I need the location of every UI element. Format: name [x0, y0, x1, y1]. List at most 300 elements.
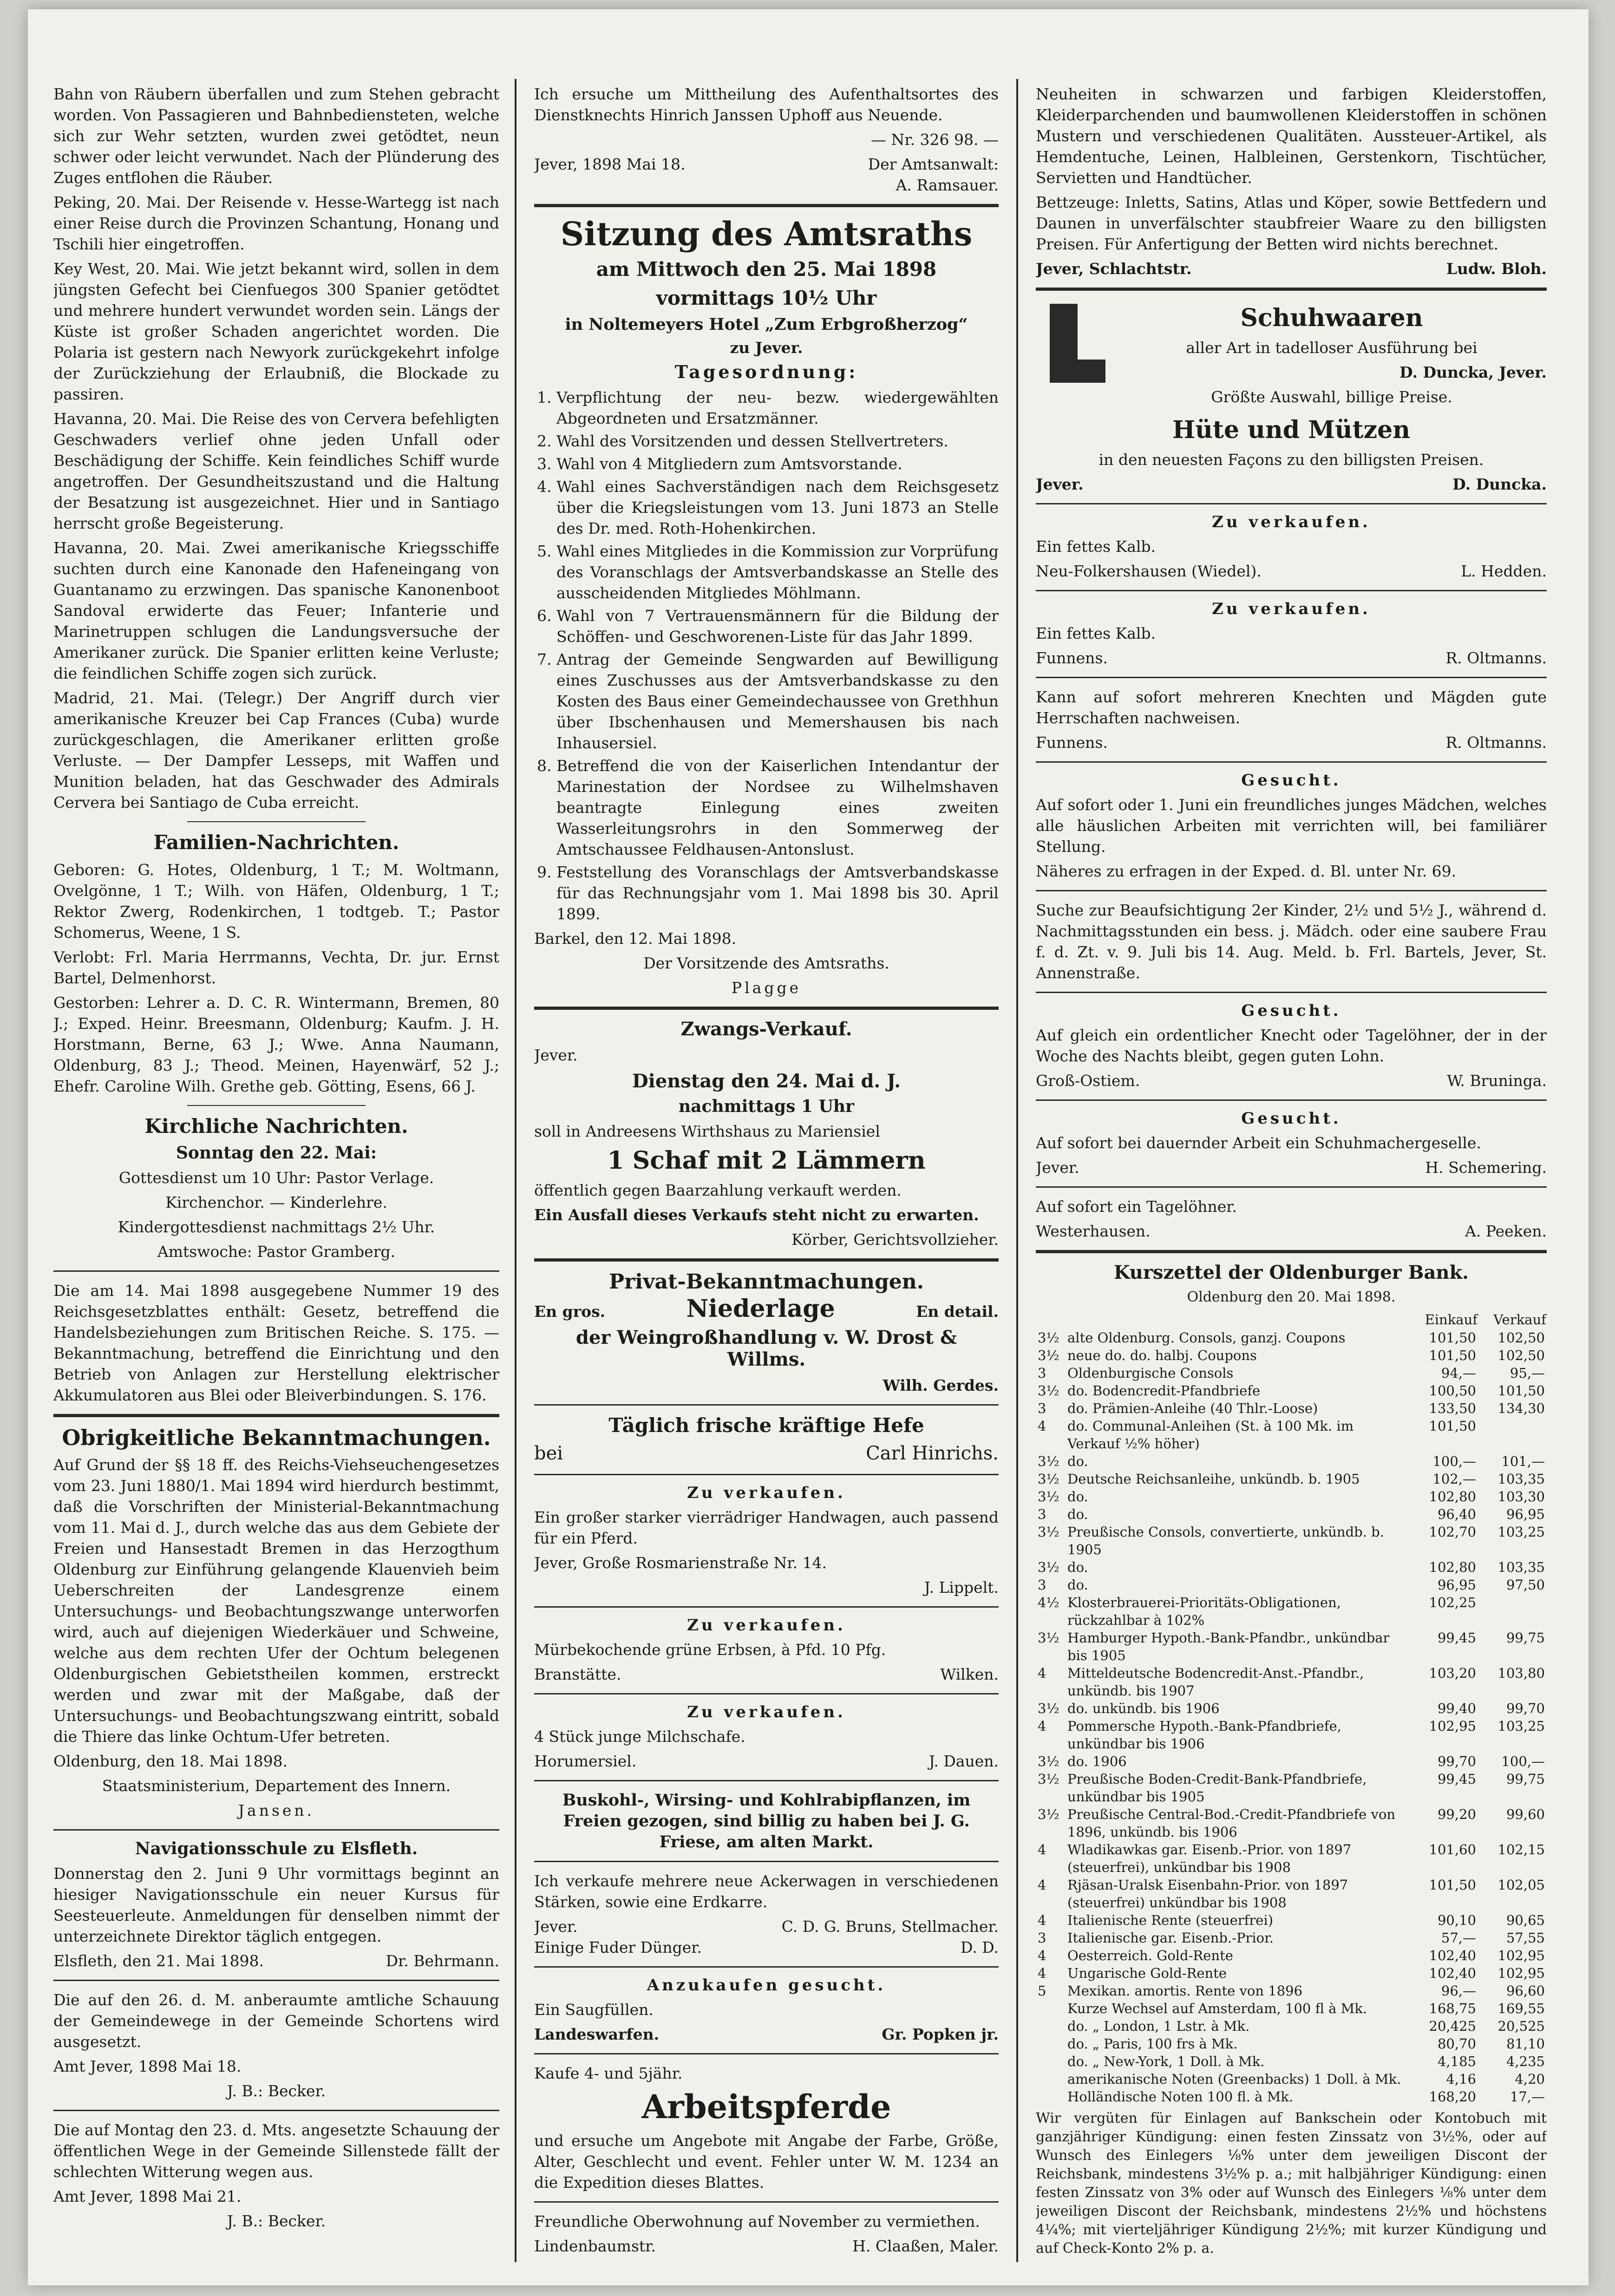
kurs-einkauf: 101,50	[1429, 1348, 1476, 1363]
acker-footer	[534, 1916, 999, 1937]
vk-sign: J. Dauen.	[928, 1752, 999, 1770]
kurs-row	[1036, 2035, 1547, 2053]
kurs-rate: 3	[1038, 1365, 1046, 1381]
column-rule	[1016, 79, 1018, 2262]
schuh-sub: Größte Auswahl, billige Preise.	[1211, 388, 1452, 406]
k-place: Neu-Folkershausen (Wiedel).	[1036, 562, 1262, 580]
en-detail: En detail.	[916, 1302, 999, 1321]
g-title: Gesucht.	[1241, 1109, 1341, 1128]
acker-place: Jever.	[534, 1917, 578, 1936]
kurs-row	[1036, 1841, 1547, 1876]
g-text: Auf sofort oder 1. Juni ein freundliches junges Mädchen, welches alle häuslichen Arbeiten mit verrichten will, bei familiärer Stellung.	[1036, 796, 1547, 856]
kurs-einkauf: 102,40	[1429, 1965, 1476, 1981]
g-footer	[1036, 1157, 1547, 1178]
kurs-desc: Kurze Wechsel auf Amsterdam, 100 fl à Mk.	[1067, 2001, 1367, 2016]
niederlage: Niederlage	[686, 1295, 835, 1323]
agenda-item: 3. Wahl von 4 Mitgliedern zum Amtsvorstande.	[556, 453, 999, 474]
kurs-verkauf: 99,60	[1506, 1806, 1545, 1822]
kurs-einkauf: 96,—	[1441, 1983, 1476, 1999]
kurs-row	[1036, 1664, 1547, 1700]
kurs-verkauf: 101,—	[1501, 1453, 1545, 1469]
kurs-rate: 3	[1038, 1400, 1046, 1416]
kurs-row	[1036, 1964, 1547, 1982]
divider	[534, 1474, 999, 1475]
kurs-einkauf: 99,70	[1437, 1753, 1476, 1769]
zwang-title: Zwangs-Verkauf.	[680, 1018, 852, 1040]
divider	[534, 1404, 999, 1406]
kurs-rate: 3½	[1038, 1383, 1059, 1399]
huete-footer	[1036, 474, 1547, 495]
kurs-desc: Holländische Noten 100 fl. à Mk.	[1067, 2089, 1294, 2105]
kurs-rate: 3½	[1038, 1453, 1059, 1469]
kurs-verkauf: 4,235	[1506, 2054, 1545, 2069]
kurs-rate: 3½	[1038, 1806, 1059, 1822]
divider	[1036, 1186, 1547, 1188]
kurs-desc: Oldenburgische Consols	[1067, 1365, 1234, 1381]
kurs-einkauf: 133,50	[1429, 1400, 1476, 1416]
schuh-ad	[1036, 299, 1547, 411]
kurs-row	[1036, 1982, 1547, 2000]
ober-footer	[534, 2236, 999, 2257]
news-item: Havanna, 20. Mai. Die Reise des von Cervera befehligten Geschwaders verlief ohne jeden Unfall oder Beschädigung der Schiffe. Kein feindliches Schiff wurde angetroffen. Der Gesundheitszustand und die Haltung der Besatzung ist ausgezeichnet. Hier und in Santiago herrscht große Begeisterung.	[53, 410, 499, 532]
sitzung-sign: Plagge	[731, 979, 802, 997]
column-right	[1036, 84, 1547, 2257]
kurs-desc: Mitteldeutsche Bodencredit-Anst.-Pfandbr., unkündb. bis 1907	[1067, 1665, 1364, 1699]
kurs-row	[1036, 1947, 1547, 1964]
kurs-row	[1036, 1452, 1547, 1470]
kurs-desc: do. 1906	[1067, 1753, 1127, 1769]
schau-sign: J. B.: Becker.	[227, 2082, 326, 2100]
kurs-verkauf: 102,50	[1497, 1330, 1545, 1346]
sitzung-sign: Der Vorsitzende des Amtsraths.	[643, 954, 889, 972]
schau-text: Die auf den 26. d. M. anberaumte amtliche Schauung der Gemeindewege in der Gemeinde Schortens wird ausgesetzt.	[53, 1991, 499, 2051]
kurs-rate: 3½	[1038, 1524, 1059, 1540]
kurs-verkauf: 99,75	[1506, 1771, 1545, 1787]
kurs-einkauf: 102,95	[1429, 1718, 1476, 1734]
bloh-place: Jever, Schlachtstr.	[1036, 260, 1192, 278]
kurs-row	[1036, 1717, 1547, 1753]
kurs-einkauf: 99,40	[1437, 1701, 1476, 1716]
kurs-einkauf: 101,60	[1429, 1842, 1476, 1858]
sitzung-time: vormittags 10½ Uhr	[656, 287, 877, 309]
kurs-verkauf: 103,35	[1497, 1559, 1545, 1575]
divider	[534, 1861, 999, 1862]
kurs-desc: do. „ Paris, 100 frs à Mk.	[1067, 2036, 1238, 2052]
kurs-row	[1036, 1753, 1547, 1770]
zwang-item: 1 Schaf mit 2 Lämmern	[607, 1146, 926, 1175]
g-title: Gesucht.	[1241, 1001, 1341, 1020]
kurs-verkauf: 103,25	[1497, 1718, 1545, 1734]
kurs-rate: 3½	[1038, 1489, 1059, 1505]
tage-text: Auf sofort ein Tagelöhner.	[1036, 1197, 1237, 1216]
g-title: Gesucht.	[1241, 771, 1341, 790]
kurs-verkauf: 97,50	[1506, 1577, 1545, 1593]
agenda-item: 6. Wahl von 7 Vertrauensmännern für die Bildung der Schöffen- und Geschworenen-Liste für das Jahr 1899.	[556, 605, 999, 647]
vk-place: Horumersiel.	[534, 1752, 637, 1770]
kurs-row	[1036, 2070, 1547, 2088]
arbeit-title: Arbeitspferde	[641, 2087, 891, 2126]
kurs-rate	[1036, 2088, 1066, 2106]
kurs-desc: Italienische gar. Eisenb.-Prior.	[1067, 1930, 1274, 1946]
kurs-verkauf: 17,—	[1510, 2089, 1545, 2105]
kurs-rate: 4	[1038, 1948, 1046, 1963]
kurs-row	[1036, 1400, 1547, 1417]
kurs-rate: 4	[1038, 1418, 1046, 1434]
kurs-header-row	[1036, 1310, 1547, 1329]
kurs-rate	[1036, 2000, 1066, 2017]
kurs-einkauf: 99,20	[1437, 1806, 1476, 1822]
k-footer	[1036, 648, 1547, 668]
kurs-einkauf: 99,45	[1437, 1630, 1476, 1646]
vk-sign: J. Lippelt.	[924, 1578, 999, 1596]
kurs-einkauf: 100,50	[1429, 1383, 1476, 1399]
family-entry: Gestorben: Lehrer a. D. C. R. Wintermann, Bremen, 80 J.; Exped. Heinr. Breesmann, Oldenburg; Kaufm. J. H. Horstmann, Berne, 63 J.; Wwe. Anna Naumann, Oldenburg, 83 J.; Theod. Meinen, Hayenwärf, 52 J.; Ehefr. Caroline Wilh. Grethe geb. Götting, Esens, 66 J.	[53, 994, 499, 1095]
kurs-einkauf: 102,70	[1429, 1524, 1476, 1540]
navi-place: Elsfleth, den 21. Mai 1898.	[53, 1952, 264, 1970]
section-title-kirchlich: Kirchliche Nachrichten.	[144, 1115, 408, 1138]
kurs-head-verkauf: Verkauf	[1493, 1312, 1546, 1328]
kurs-einkauf: 57,—	[1441, 1930, 1476, 1946]
vk-title: Zu verkaufen.	[687, 1703, 846, 1721]
agenda-item: 9. Feststellung des Voranschlags der Amtsverbandskasse für das Rechnungsjahr vom 1. Mai 1898 bis 30. April 1899.	[556, 862, 999, 924]
kurs-row	[1036, 1505, 1547, 1523]
kirchlich-subtitle: Sonntag den 22. Mai:	[176, 1143, 377, 1163]
kurs-row	[1036, 1329, 1547, 1347]
kurs-desc: do.	[1067, 1506, 1088, 1522]
anfrage-text: Ich ersuche um Mittheilung des Aufenthaltsortes des Dienstknechts Hinrich Janssen Uphoff aus Neuende.	[534, 85, 999, 124]
divider	[534, 1007, 999, 1010]
buskohl-ad: Buskohl-, Wirsing- und Kohlrabipflanzen, im Freien gezogen, sind billig zu haben bei J. G. Friese, am alten Markt.	[562, 1791, 971, 1851]
bloh-sign: Ludw. Bloh.	[1446, 260, 1547, 278]
schau-text: Die auf Montag den 23. d. Mts. angesetzte Schauung der öffentlichen Wege in der Gemeinde Sillenstede fällt der schlechten Witterung wegen aus.	[53, 2121, 499, 2181]
g-sign: H. Schemering.	[1425, 1158, 1547, 1177]
kurs-rate: 3½	[1038, 1330, 1059, 1346]
kurs-desc: Italienische Rente (steuerfrei)	[1067, 1912, 1274, 1928]
knecht-sign: R. Oltmanns.	[1445, 733, 1547, 752]
arbeit-text: und ersuche um Angebote mit Angabe der Farbe, Größe, Alter, Geschlecht und event. Fehler unter W. M. 1234 an die Expedition dieses Blattes.	[534, 2132, 999, 2191]
divider	[53, 1829, 499, 1831]
kurs-verkauf	[1478, 1594, 1547, 1629]
kurs-desc: do.	[1067, 1453, 1088, 1469]
kurs-title: Kurszettel der Oldenburger Bank.	[1113, 1262, 1469, 1283]
anfrage-sign: A. Ramsauer.	[896, 176, 999, 194]
schau-place: Amt Jever, 1898 Mai 21.	[53, 2187, 242, 2205]
kurs-foot: Wir vergüten für Einlagen auf Bankschein oder Kontobuch mit ganzjähriger Kündigung: einen festen Zinssatz von 3½%, oder auf Wunsch des Einlegers ⅛% unter dem jeweiligen Discont der Reichsbank, mindestens 3½% p. a.; mit halbjähriger Kündigung: einen festen Zinssatz von 3% oder auf Wunsch des Einlegers ⅛% unter dem jeweiligen Discont der Reichsbank, mindestens 2½% und höchstens 4¼%; mit vierteljähriger Kündigung 2½%; mit kurzer Kündigung und auf Check-Konto 2% p. a.	[1036, 2110, 1547, 2257]
knecht-place: Funnens.	[1036, 733, 1108, 752]
bloh-text: Bettzeuge: Inletts, Satins, Atlas und Köper, sowie Bettfedern und Daunen in unverfälschter staubfreier Waare zu den billigsten Preisen. Für Anfertigung der Betten wird nichts berechnet.	[1036, 193, 1547, 253]
kurs-row	[1036, 1364, 1547, 1382]
kurs-desc: do. Bodencredit-Pfandbriefe	[1067, 1383, 1261, 1399]
k-text: Ein fettes Kalb.	[1036, 624, 1156, 642]
kurs-verkauf: 134,30	[1497, 1400, 1545, 1416]
anzu-place: Landeswarfen.	[534, 2025, 660, 2043]
kurs-einkauf: 101,50	[1429, 1330, 1476, 1346]
section-title-familien: Familien-Nachrichten.	[153, 831, 399, 854]
kurs-verkauf: 95,—	[1510, 1365, 1545, 1381]
column-rule	[515, 79, 517, 2262]
family-entry: Geboren: G. Hotes, Oldenburg, 1 T.; M. Woltmann, Ovelgönne, 1 T.; Wilh. von Häfen, Oldenburg, 1 T.; Rektor Zwerg, Rodenkirchen, 1 todtgeb. T.; Pastor Schomerus, Weene, 1 S.	[53, 861, 499, 942]
kurs-row	[1036, 1488, 1547, 1505]
tagesordnung-title: Tagesordnung:	[674, 361, 858, 382]
newspaper-page	[28, 9, 1589, 2285]
divider	[534, 1258, 999, 1262]
divider	[1036, 503, 1547, 504]
k-title: Zu verkaufen.	[1212, 513, 1371, 531]
k-sign: L. Hedden.	[1461, 562, 1547, 580]
kurs-row	[1036, 2017, 1547, 2035]
knecht-footer	[1036, 732, 1547, 753]
divider	[1036, 288, 1547, 291]
kurs-desc: Ungarische Gold-Rente	[1067, 1965, 1227, 1981]
divider	[1036, 1099, 1547, 1101]
kurs-desc: alte Oldenburg. Consols, ganzj. Coupons	[1067, 1330, 1346, 1346]
kurs-verkauf: 100,—	[1501, 1753, 1545, 1769]
tage-footer	[1036, 1221, 1547, 1242]
obrig-sign: Staatsministerium, Departement des Innern.	[102, 1777, 451, 1795]
g-place: Jever.	[1036, 1158, 1079, 1177]
agenda-item: 2. Wahl des Vorsitzenden und dessen Stellvertreters.	[556, 431, 999, 451]
kurs-row	[1036, 1523, 1547, 1558]
knecht-text: Kann auf sofort mehreren Knechten und Mägden gute Herrschaften nachweisen.	[1036, 688, 1547, 727]
news-item: Havanna, 20. Mai. Zwei amerikanische Kriegsschiffe suchten durch eine Kanonade den Hafeneingang von Guantanamo zu erzwingen. Das spanische Kanonenboot Sandoval erwiderte das Feuer; Infanterie und Marinetruppen schlugen die Landungsversuche der Amerikaner zurück. Die Spanier erlitten keine Verluste; die feindlichen Schiffe zogen sich zurück.	[53, 539, 499, 682]
kurs-desc: Preußische Consols, convertierte, unkündb. b. 1905	[1067, 1524, 1384, 1557]
kurs-einkauf: 100,—	[1432, 1453, 1476, 1469]
kurs-einkauf: 96,40	[1437, 1506, 1476, 1522]
divider	[534, 204, 999, 207]
schau-place: Amt Jever, 1898 Mai 18.	[53, 2057, 242, 2075]
bloh-footer	[1036, 258, 1547, 279]
kurs-row	[1036, 2053, 1547, 2070]
kurs-rate: 3½	[1038, 1771, 1059, 1787]
kurs-verkauf: 96,60	[1506, 1983, 1545, 1999]
tagesordnung-list	[534, 387, 999, 924]
anzu-sign: Gr. Popken jr.	[882, 2025, 999, 2043]
kurs-rate: 3½	[1038, 1559, 1059, 1575]
divider	[53, 1270, 499, 1272]
sitzung-placedate: Barkel, den 12. Mai 1898.	[534, 929, 737, 948]
duenger-text: Einige Fuder Dünger.	[534, 1938, 702, 1956]
kurs-verkauf: 81,10	[1506, 2036, 1545, 2052]
kurs-einkauf: 102,80	[1429, 1489, 1476, 1505]
k-footer	[1036, 561, 1547, 582]
schuh-name: D. Duncka, Jever.	[1399, 363, 1547, 381]
divider	[187, 821, 366, 822]
section-title-obrigkeitlich: Obrigkeitliche Bekanntmachungen.	[62, 1425, 491, 1450]
hefe-row	[534, 1441, 999, 1465]
g-note: Näheres zu erfragen in der Exped. d. Bl. unter Nr. 69.	[1036, 862, 1457, 880]
kurs-verkauf: 102,95	[1497, 1965, 1545, 1981]
huete-title: Hüte und Mützen	[1172, 416, 1411, 444]
kurs-verkauf: 103,80	[1497, 1665, 1545, 1681]
anfrage-sign: Der Amtsanwalt:	[868, 155, 999, 173]
kurs-rate	[1036, 2070, 1066, 2088]
divider	[534, 1780, 999, 1781]
kurs-verkauf: 90,65	[1506, 1912, 1545, 1928]
niederlage-name: Wilh. Gerdes.	[883, 1376, 999, 1394]
kurs-desc: amerikanische Noten (Greenbacks) 1 Doll. à Mk.	[1067, 2071, 1401, 2087]
divider	[187, 1105, 366, 1106]
kurs-verkauf: 4,20	[1515, 2071, 1545, 2087]
vk-footer	[534, 1751, 999, 1772]
vk-sign: Wilken.	[940, 1665, 999, 1683]
vk-text: Mürbekochende grüne Erbsen, à Pfd. 10 Pfg.	[534, 1641, 886, 1659]
kurs-row	[1036, 1417, 1547, 1452]
kurs-desc: do. Communal-Anleihen (St. à 100 Mk. im Verkauf ½% höher)	[1067, 1418, 1354, 1452]
church-line: Gottesdienst um 10 Uhr: Pastor Verlage.	[118, 1169, 434, 1187]
kurs-row	[1036, 1629, 1547, 1664]
bloh-text: Neuheiten in schwarzen und farbigen Kleiderstoffen, Kleiderparchenden und baumwollenen Kleiderstoffen in schönen Mustern und verschiedenen Qualitäten. Aussteuer-Artikel, als Hemdentuche, Leinen, Halbleinen, Gerstenkorn, Tischtücher, Servietten und Handtücher.	[1036, 85, 1547, 187]
privat-title: Privat-Bekanntmachungen.	[608, 1270, 924, 1294]
g-sign: W. Bruninga.	[1447, 1072, 1547, 1090]
kurs-verkauf: 99,75	[1506, 1630, 1545, 1646]
kurs-table	[1036, 1310, 1547, 2106]
hefe-title: Täglich frische kräftige Hefe	[608, 1414, 924, 1437]
divider	[53, 1414, 499, 1417]
kurs-rate: 3½	[1038, 1630, 1059, 1646]
anfrage-nr: — Nr. 326 98. —	[871, 131, 999, 149]
kurs-rate: 3½	[1038, 1471, 1059, 1487]
divider	[534, 1606, 999, 1608]
anfrage-footer	[534, 154, 999, 175]
kurs-einkauf: 168,20	[1429, 2089, 1476, 2105]
kurs-row	[1036, 1770, 1547, 1805]
divider	[1036, 590, 1547, 591]
navi-title: Navigationsschule zu Elsfleth.	[135, 1839, 418, 1858]
kurs-einkauf: 4,185	[1437, 2054, 1476, 2069]
divider	[534, 1966, 999, 1968]
kurs-einkauf: 101,50	[1429, 1877, 1476, 1893]
zwang-bold: Ein Ausfall dieses Verkaufs steht nicht zu erwarten.	[534, 1206, 979, 1224]
vk-title: Zu verkaufen.	[687, 1484, 846, 1502]
zwang-sign: Körber, Gerichtsvollzieher.	[791, 1230, 999, 1249]
kurs-rate: 4½	[1038, 1595, 1059, 1610]
acker-sign: C. D. G. Bruns, Stellmacher.	[781, 1917, 999, 1936]
ober-sign: H. Claaßen, Maler.	[852, 2237, 999, 2255]
news-item: Peking, 20. Mai. Der Reisende v. Hesse-Wartegg ist nach einer Reise durch die Provinzen Schantung, Honang und Tschili hier eingetroffen.	[53, 193, 499, 253]
kurs-einkauf: 80,70	[1437, 2036, 1476, 2052]
kurs-verkauf: 102,05	[1497, 1877, 1545, 1893]
duenger-sign: D. D.	[960, 1938, 999, 1956]
zwang-text: öffentlich gegen Baarzahlung verkauft werden.	[534, 1181, 902, 1199]
g-footer	[1036, 1070, 1547, 1091]
schau-sign: J. B.: Becker.	[227, 2212, 326, 2230]
kurs-desc: Preußische Central-Bod.-Credit-Pfandbriefe von 1896, unkündb. bis 1906	[1067, 1806, 1396, 1840]
kurs-desc: Oesterreich. Gold-Rente	[1067, 1948, 1233, 1963]
kurs-desc: Klosterbrauerei-Prioritäts-Obligationen, rückzahlbar à 102%	[1067, 1595, 1341, 1628]
kurs-row	[1036, 1594, 1547, 1629]
divider	[53, 2110, 499, 2111]
tage-sign: A. Peeken.	[1465, 1222, 1547, 1240]
kurs-verkauf	[1478, 1417, 1547, 1452]
agenda-item: 5. Wahl eines Mitgliedes in die Kommission zur Vorprüfung des Voranschlags der Amtsverbandskasse an Stelle des ausscheidenden Mitgliedes Möhlmann.	[556, 541, 999, 603]
sitzung-place2: zu Jever.	[730, 339, 803, 357]
kurs-rate: 4	[1038, 1912, 1046, 1928]
church-line: Kirchenchor. — Kinderlehre.	[165, 1193, 387, 1211]
vk-text: 4 Stück junge Milchschafe.	[534, 1727, 745, 1746]
kurs-verkauf: 102,15	[1497, 1842, 1545, 1858]
reichsgesetz-notice: Die am 14. Mai 1898 ausgegebene Nummer 19 des Reichsgesetzblattes enthält: Gesetz, betreffend die Handelsbeziehungen zum Britischen Reiche. S. 175. — Bekanntmachung, betreffend die Einrichtung und den Betrieb von Anlagen zur Herstellung elektrischer Akkumulatoren aus Blei oder Bleiverbindungen. S. 176.	[53, 1282, 499, 1404]
anzu-title: Anzukaufen gesucht.	[647, 1976, 886, 1995]
zwang-place: Jever.	[534, 1046, 578, 1064]
kurs-desc: Deutsche Reichsanleihe, unkündb. b. 1905	[1067, 1471, 1360, 1487]
kurs-row	[1036, 2088, 1547, 2106]
agenda-item: 1. Verpflichtung der neu- bezw. wiedergewählten Abgeordneten und Ersatzmänner.	[556, 387, 999, 429]
kurs-verkauf: 102,95	[1497, 1948, 1545, 1963]
boot-icon	[1036, 299, 1105, 387]
kurs-desc: Mexikan. amortis. Rente von 1896	[1067, 1983, 1303, 1999]
kurs-rate: 3	[1038, 1930, 1046, 1946]
navi-footer	[53, 1950, 499, 1971]
kurs-verkauf: 103,25	[1497, 1524, 1545, 1540]
kurs-desc: do.	[1067, 1577, 1088, 1593]
divider	[1036, 992, 1547, 993]
kurs-desc: do.	[1067, 1559, 1088, 1575]
kurs-einkauf: 102,25	[1429, 1595, 1476, 1610]
hefe-bei: bei	[534, 1443, 563, 1464]
kurs-rate: 3½	[1038, 1348, 1059, 1363]
kurs-row	[1036, 1470, 1547, 1488]
k-sign: R. Oltmanns.	[1445, 649, 1547, 667]
kurs-verkauf: 101,50	[1497, 1383, 1545, 1399]
divider	[1036, 677, 1547, 678]
kurs-einkauf: 99,45	[1437, 1771, 1476, 1787]
vk-footer	[534, 1664, 999, 1685]
divider	[534, 1693, 999, 1694]
niederlage-row	[534, 1295, 999, 1323]
kurs-desc: do.	[1067, 1489, 1088, 1505]
kurs-verkauf: 96,95	[1506, 1506, 1545, 1522]
sitzung-date: am Mittwoch den 25. Mai 1898	[596, 258, 937, 281]
agenda-item: 4. Wahl eines Sachverständigen nach dem Reichsgesetz über die Kriegsleistungen vom 13. Juni 1873 an Stelle des Dr. med. Roth-Hohenkirchen.	[556, 476, 999, 539]
agenda-item: 8. Betreffend die von der Kaiserlichen Intendantur der Marinestation der Nordsee zu Wilhelmshaven beantragte Einlegung eines zweiten Wasserleitungsrohrs in den Sommerweg der Amtschaussee Feldhausen-Antonslust.	[556, 755, 999, 860]
kurs-desc: Rjäsan-Uralsk Eisenbahn-Prior. von 1897 (steuerfrei) unkündbar bis 1908	[1067, 1877, 1348, 1910]
anfrage-place: Jever, 1898 Mai 18.	[534, 155, 686, 173]
kurs-einkauf: 96,95	[1437, 1577, 1476, 1593]
duenger-row	[534, 1937, 999, 1958]
kurs-rate	[1036, 2035, 1066, 2053]
kurs-desc: do. Prämien-Anleihe (40 Thlr.-Loose)	[1067, 1400, 1318, 1416]
tage-place: Westerhausen.	[1036, 1222, 1151, 1240]
kurs-rate: 4	[1038, 1842, 1046, 1858]
kurs-desc: do. unkündb. bis 1906	[1067, 1701, 1220, 1716]
news-item: Bahn von Räubern überfallen und zum Stehen gebracht worden. Von Passagieren und Bahnbediensteten, welche sich zur Wehr setzten, wurden zwei getödtet, neun schwer oder leicht verwundet. Nach der Plünderung des Zuges entflohen die Räuber.	[53, 85, 499, 187]
kurs-rate: 3½	[1038, 1701, 1059, 1716]
kurs-rate: 4	[1038, 1665, 1046, 1681]
obrig-place: Oldenburg, den 18. Mai 1898.	[53, 1752, 288, 1770]
kurs-rate: 4	[1038, 1718, 1046, 1734]
sitzung-title: Sitzung des Amtsraths	[560, 215, 973, 253]
kurs-rate: 5	[1038, 1983, 1046, 1999]
kurs-einkauf: 102,—	[1432, 1471, 1476, 1487]
divider	[1036, 761, 1547, 763]
kurs-verkauf: 103,35	[1497, 1471, 1545, 1487]
divider	[1036, 890, 1547, 891]
news-item: Key West, 20. Mai. Wie jetzt bekannt wird, sollen in dem jüngsten Gefecht bei Cienfuegos 300 Spanier getödtet und mehrere hundert verwundet worden sein. Längs der Küste ist großer Schaden angerichtet worden. Die Polaria ist gestern nach Newyork zurückgekehrt infolge der Zurückziehung der Erlaubniß, die Blockade zu passiren.	[53, 260, 499, 403]
acker-text: Ich verkaufe mehrere neue Ackerwagen in verschiedenen Stärken, sowie eine Erdkarre.	[534, 1872, 999, 1911]
kurs-einkauf: 94,—	[1441, 1365, 1476, 1381]
column-middle	[534, 84, 999, 2257]
kurs-desc: Wladikawkas gar. Eisenb.-Prior. von 1897 (steuerfrei), unkündbar bis 1908	[1067, 1842, 1352, 1875]
kurs-verkauf: 103,30	[1497, 1489, 1545, 1505]
kurs-einkauf: 4,16	[1446, 2071, 1476, 2087]
en-gros: En gros.	[534, 1302, 606, 1321]
kurs-rate	[1036, 2053, 1066, 2070]
g-text: Auf gleich ein ordentlicher Knecht oder Tagelöhner, der in der Woche des Nachts bleibt, gegen guten Lohn.	[1036, 1026, 1547, 1065]
kurs-einkauf: 103,20	[1429, 1665, 1476, 1681]
divider	[53, 1980, 499, 1981]
vk-text: Ein großer starker vierrädriger Handwagen, auch passend für ein Pferd.	[534, 1508, 999, 1547]
kurs-row	[1036, 1876, 1547, 1911]
